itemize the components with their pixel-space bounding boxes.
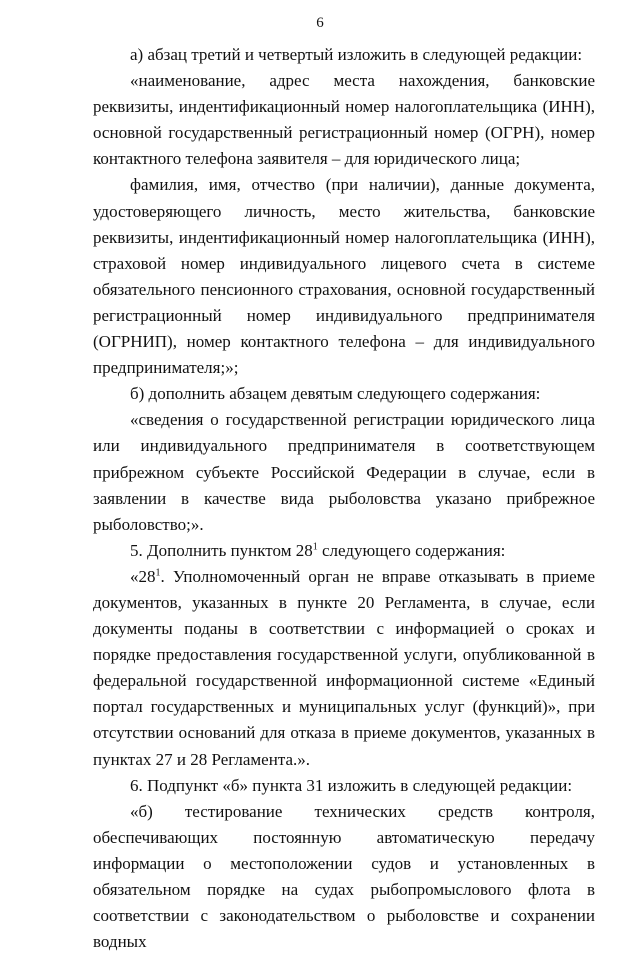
paragraph-point-28-1 (93, 564, 595, 773)
item-5-superscript: 1 (312, 541, 318, 553)
paragraph-item-6: 6. Подпункт «б» пункта 31 изложить в следующей редакции: (130, 775, 573, 795)
paragraph-legal-entity-details: «наименование, адрес места нахождения, банковские реквизиты, индентификационный номер налогоплательщика (ИНН), основной государственный регистрационный номер (ОГРН), номер контактного телефона заявителя – для юридического лица; (93, 71, 595, 169)
paragraph-subitem-b-testing: «б) тестирование технических средств контроля, обеспечивающих постоянную автоматическую передачу информации о местоположении судов и установленных в обязательном порядке на судах рыбопромыслового флота в соответствии с законодательством о рыболовстве и сохранении водных (93, 801, 595, 952)
paragraph-amendment-b: б) дополнить абзацем девятым следующего содержания: (130, 384, 541, 404)
point-28-1-superscript: 1 (155, 567, 161, 579)
page-number: 6 (316, 15, 324, 31)
item-5-text-end: следующего содержания: (317, 540, 506, 560)
point-28-1-number: «28 (130, 566, 156, 586)
paragraph-entrepreneur-details: фамилия, имя, отчество (при наличии), данные документа, удостоверяющего личность, место жительства, банковские реквизиты, индентификационный номер налогоплательщика (ИНН), страховой номер индивидуального лицевого счета в системе обязательного пенсионного страхования, основной государственный регистрационный номер индивидуального предпринимателя (ОГРНИП), номер контактного телефона – для индивидуального предпринимателя;»; (93, 175, 595, 378)
document-body (93, 42, 595, 955)
paragraph-registration-info: «сведения о государственной регистрации юридического лица или индивидуального предпринимателя в соответствующем прибрежном субъекте Российской Федерации в случае, если в заявлении в качестве вида рыболовства указано прибрежное рыболовство;». (93, 410, 595, 534)
item-5-text-start: 5. Дополнить пунктом 28 (130, 540, 313, 560)
point-28-1-text: . Уполномоченный орган не вправе отказывать в приеме документов, указанных в пункте 20 Регламента, в случае, если документы поданы в соответствии с информацией о сроках и порядке предоставления государственной услуги, опубликованной в федеральной государственной информационной системе «Единый портал государственных и муниципальных услуг (функций)», при отсутствии оснований для отказа в приеме документов, указанных в пунктах 27 и 28 Регламента.». (93, 566, 595, 769)
paragraph-item-5 (93, 538, 595, 564)
paragraph-amendment-a: а) абзац третий и четвертый изложить в следующей редакции: (130, 45, 583, 64)
